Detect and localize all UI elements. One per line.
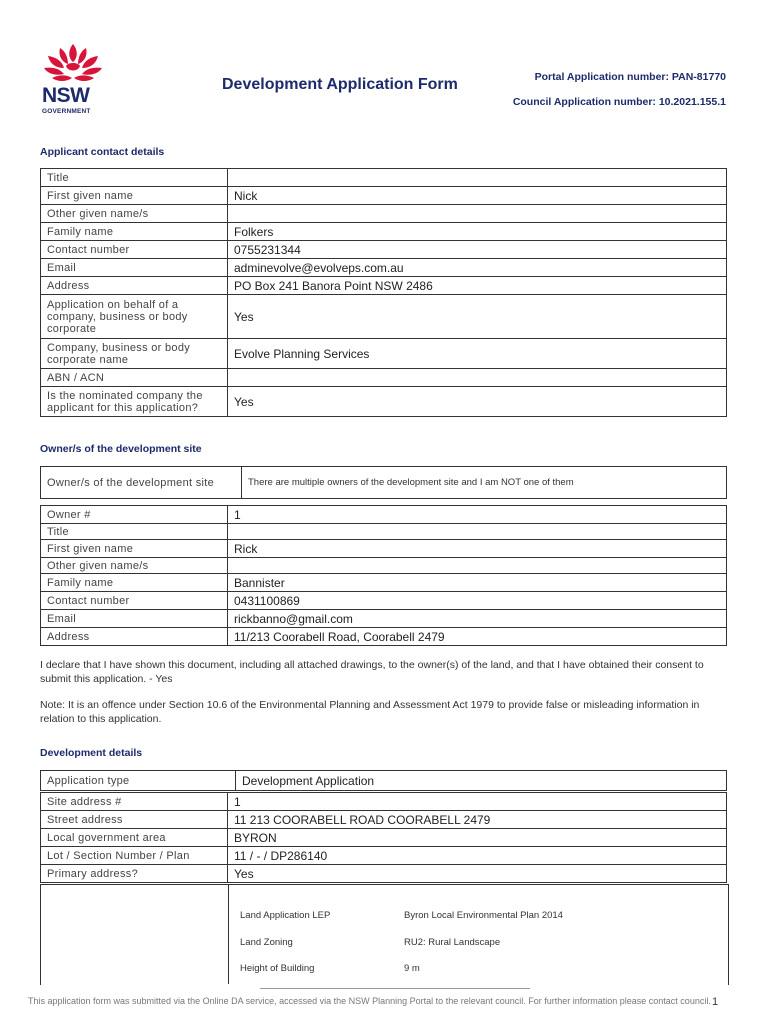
table-row (41, 277, 727, 295)
table-row (41, 558, 727, 574)
field-value: BYRON (228, 829, 727, 847)
field-value: Yes (228, 295, 727, 339)
development-section-heading: Development details (40, 747, 143, 759)
field-value: Yes (228, 865, 727, 883)
field-value: Yes (228, 387, 727, 417)
field-value: Folkers (228, 223, 727, 241)
field-value: 11 / - / DP286140 (228, 847, 727, 865)
planning-value: 9 m (404, 963, 420, 974)
field-label: Application on behalf of a company, business or body corporate (41, 295, 228, 339)
table-row (41, 467, 727, 499)
field-label: Title (41, 169, 228, 187)
page-number: 1 (712, 996, 719, 1008)
field-label: Primary address? (41, 865, 228, 883)
table-row (41, 259, 727, 277)
field-value: PO Box 241 Banora Point NSW 2486 (228, 277, 727, 295)
owners-summary-table (40, 466, 727, 499)
planning-controls-box (40, 884, 729, 985)
table-row (41, 223, 727, 241)
field-value: Evolve Planning Services (228, 339, 727, 369)
field-value: 1 (228, 506, 727, 524)
field-value: There are multiple owners of the development site and I am NOT one of them (242, 467, 727, 499)
field-label: Owner/s of the development site (41, 467, 242, 499)
field-label: Other given name/s (41, 205, 228, 223)
applicant-table (40, 168, 727, 417)
field-label: Family name (41, 223, 228, 241)
table-row (41, 506, 727, 524)
logo-text: NSW (42, 84, 90, 107)
planning-label: Height of Building (240, 963, 315, 974)
field-label: Family name (41, 574, 228, 592)
field-value: 1 (228, 793, 727, 811)
planning-label: Land Application LEP (240, 910, 331, 921)
table-row (41, 339, 727, 369)
owners-section-heading: Owner/s of the development site (40, 443, 202, 455)
table-row (41, 540, 727, 558)
table-row (41, 610, 727, 628)
table-row (41, 592, 727, 610)
field-value (228, 369, 727, 387)
field-value (228, 524, 727, 540)
field-value: 11 213 COORABELL ROAD COORABELL 2479 (228, 811, 727, 829)
table-row (41, 628, 727, 646)
field-value (228, 169, 727, 187)
field-value (228, 558, 727, 574)
table-row (41, 811, 727, 829)
field-label: Site address # (41, 793, 228, 811)
planning-label: Land Zoning (240, 937, 293, 948)
field-value: 11/213 Coorabell Road, Coorabell 2479 (228, 628, 727, 646)
field-label: Address (41, 277, 228, 295)
column-divider (228, 884, 229, 984)
field-label: Email (41, 610, 228, 628)
field-value: Rick (228, 540, 727, 558)
logo-subtext: GOVERNMENT (42, 108, 91, 115)
nsw-government-logo (38, 40, 108, 120)
footer-text: This application form was submitted via the Online DA service, accessed via the NSW Planning Portal to the relevant council. For further information please contact council. (28, 996, 711, 1006)
field-value: rickbanno@gmail.com (228, 610, 727, 628)
field-label: ABN / ACN (41, 369, 228, 387)
field-label: Other given name/s (41, 558, 228, 574)
field-label: Contact number (41, 592, 228, 610)
field-value: Nick (228, 187, 727, 205)
table-row (41, 387, 727, 417)
field-value: Development Application (236, 771, 727, 791)
offence-note: Note: It is an offence under Section 10.6 of the Environmental Planning and Assessment Act 1979 to provide false or misleading information in relation to this application. (40, 699, 700, 725)
field-label: First given name (41, 540, 228, 558)
table-row (41, 865, 727, 883)
planning-value: Byron Local Environmental Plan 2014 (404, 910, 563, 921)
table-row (41, 574, 727, 592)
field-label: Lot / Section Number / Plan (41, 847, 228, 865)
table-row (41, 793, 727, 811)
field-label: Address (41, 628, 228, 646)
owner-consent-declaration: I declare that I have shown this document, including all attached drawings, to the owner(s) of the land, and that I have obtained their consent to submit this application. - Yes (40, 659, 704, 685)
field-value: 0431100869 (228, 592, 727, 610)
page-title: Development Application Form (222, 76, 458, 93)
table-row (41, 241, 727, 259)
field-label: Application type (41, 771, 236, 791)
table-row (41, 205, 727, 223)
portal-application-number: Portal Application number: PAN-81770 (534, 71, 726, 83)
table-row (41, 169, 727, 187)
application-type-table (40, 770, 727, 791)
applicant-section-heading: Applicant contact details (40, 146, 165, 158)
field-label: Contact number (41, 241, 228, 259)
table-row (41, 369, 727, 387)
field-value: adminevolve@evolveps.com.au (228, 259, 727, 277)
field-label: Company, business or body corporate name (41, 339, 228, 369)
field-label: Is the nominated company the applicant for this application? (41, 387, 228, 417)
planning-value: RU2: Rural Landscape (404, 937, 501, 948)
table-row (41, 829, 727, 847)
field-label: Title (41, 524, 228, 540)
field-label: Email (41, 259, 228, 277)
footer-divider (260, 988, 530, 989)
field-label: First given name (41, 187, 228, 205)
table-row (41, 524, 727, 540)
table-row (41, 187, 727, 205)
table-row (41, 771, 727, 791)
owner-table (40, 505, 727, 646)
field-value: Bannister (228, 574, 727, 592)
field-label: Local government area (41, 829, 228, 847)
field-label: Street address (41, 811, 228, 829)
field-label: Owner # (41, 506, 228, 524)
field-value (228, 205, 727, 223)
field-value: 0755231344 (228, 241, 727, 259)
site-address-table (40, 792, 727, 883)
table-row (41, 295, 727, 339)
council-application-number: Council Application number: 10.2021.155.1 (512, 96, 726, 108)
table-row (41, 847, 727, 865)
